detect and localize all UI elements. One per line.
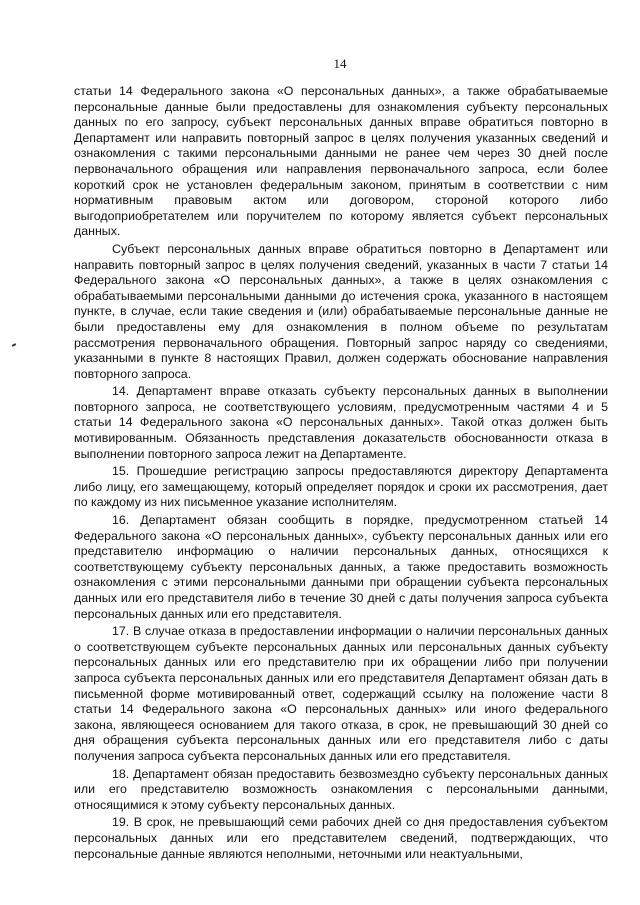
document-body (74, 84, 608, 862)
paragraph-continuation: статьи 14 Федерального закона «О персональных данных», а также обрабатываемые персональные данные были предоставлены для ознакомления субъекту персональных данных по его запросу, субъект персональных данных вправе обратиться повторно в Департамент или направить повторный запрос в целях получения указанных сведений и ознакомления с такими персональными данными не ранее чем через 30 дней после первоначального обращения или направления первоначального запроса, если более короткий срок не установлен федеральным законом, принятым в соответствии с ним нормативным правовым актом или договором, стороной которого либо выгодоприобретателем или поручителем по которому является субъект персональных данных. (74, 84, 608, 239)
paragraph-18: 18. Департамент обязан предоставить безвозмездно субъекту персональных данных или его представителю возможность ознакомления с персональными данными, относящимися к этому субъекту персональных данных. (74, 766, 608, 812)
paragraph-14: 14. Департамент вправе отказать субъекту персональных данных в выполнении повторного запроса, не соответствующего условиям, предусмотренным частями 4 и 5 статьи 14 Федерального закона «О персональных данных». Такой отказ должен быть мотивированным. Обязанность представления доказательств обоснованности отказа в выполнении повторного запроса лежит на Департаменте. (74, 384, 608, 461)
paragraph-repeat-request: Субъект персональных данных вправе обратиться повторно в Департамент или направить повторный запрос в целях получения сведений, указанных в части 7 статьи 14 Федерального закона «О персональных данных», а также в целях ознакомления с обрабатываемыми персональными данными до истечения срока, указанного в настоящем пункте, в случае, если такие сведения и (или) обрабатываемые персональные данные не были предоставлены ему для ознакомления в полном объеме по результатам рассмотрения первоначального обращения. Повторный запрос наряду со сведениями, указанными в пункте 8 настоящих Правил, должен содержать обоснование направления повторного запроса. (74, 241, 608, 381)
paragraph-15: 15. Прошедшие регистрацию запросы предоставляются директору Департамента либо лицу, его замещающему, который определяет порядок и сроки их рассмотрения, дает по каждому из них письменное указание исполнителям. (74, 464, 608, 510)
paragraph-16: 16. Департамент обязан сообщить в порядке, предусмотренном статьей 14 Федерального закона «О персональных данных», субъекту персональных данных или его представителю информацию о наличии персональных данных, относящихся к соответствующему субъекту персональных данных, а также предоставить возможность ознакомления с этими персональными данными при обращении субъекта персональных данных или его представителя либо в течение 30 дней с даты получения запроса субъекта персональных данных или его представителя. (74, 513, 608, 621)
page-number: 14 (333, 56, 347, 71)
paragraph-17: 17. В случае отказа в предоставлении информации о наличии персональных данных о соответствующем субъекте персональных данных или персональных данных субъекту персональных данных или его представителю при их обращении либо при получении запроса субъекта персональных данных или его представителя Департамент обязан дать в письменной форме мотивированный ответ, содержащий ссылку на положение части 8 статьи 14 Федерального закона «О персональных данных» или иного федерального закона, являющееся основанием для такого отказа, в срок, не превышающий 30 дней со дня обращения субъекта персональных данных или его представителя либо с даты получения запроса субъекта персональных данных или его представителя. (74, 624, 608, 763)
paragraph-19: 19. В срок, не превышающий семи рабочих дней со дня предоставления субъектом персональных данных или его представителем сведений, подтверждающих, что персональные данные являются неполными, неточными или неактуальными, (74, 815, 608, 861)
margin-mark (12, 343, 16, 347)
